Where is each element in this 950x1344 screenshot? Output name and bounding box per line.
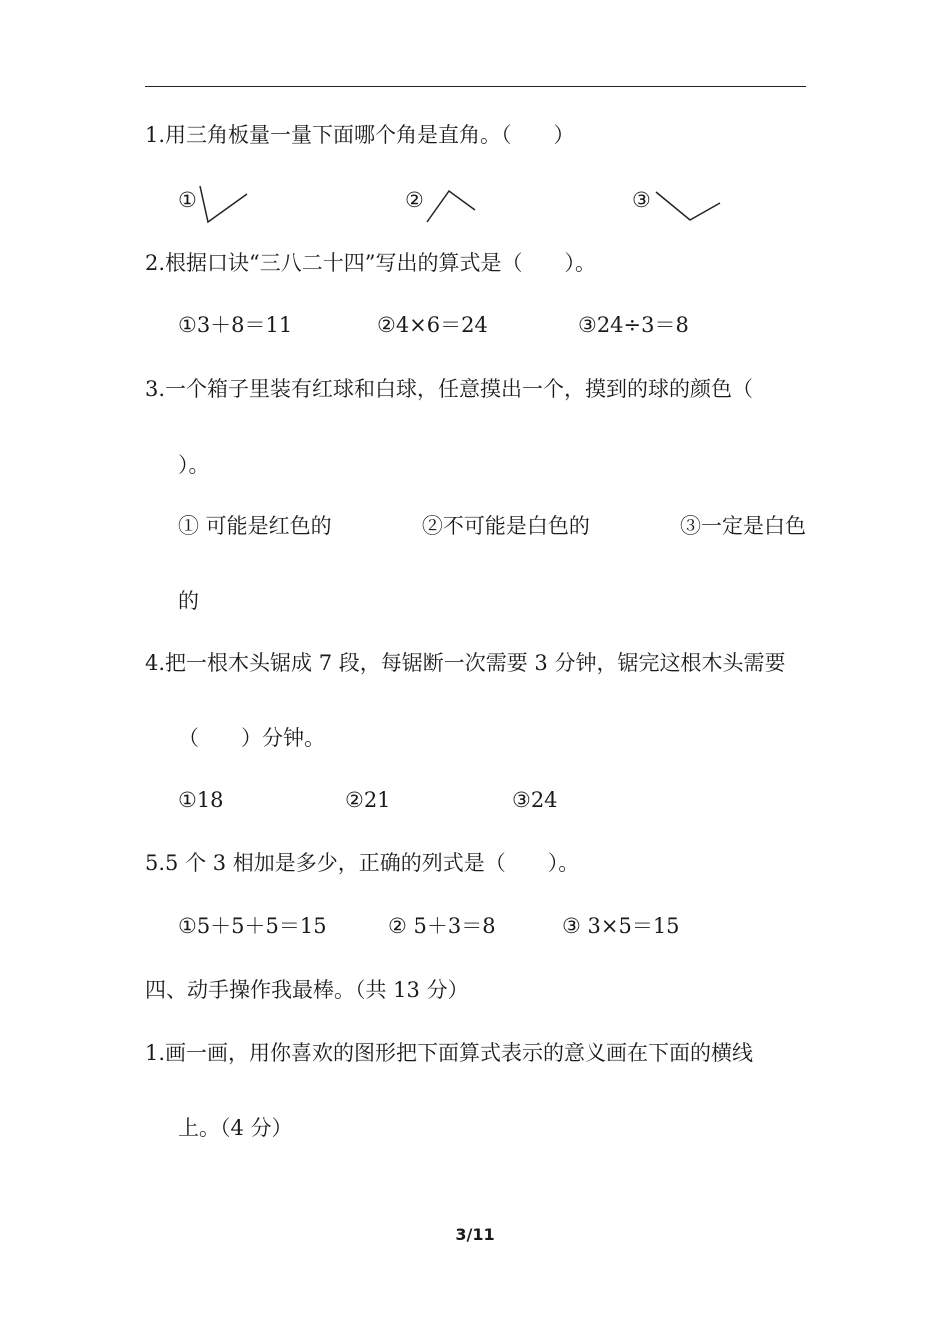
angle-option-1-label: ① bbox=[178, 188, 197, 212]
q3-text-line2: ）。 bbox=[178, 453, 210, 477]
q5-option-3: ③ 3×5＝15 bbox=[562, 914, 680, 938]
section4-q1-line2: 上。（4 分） bbox=[178, 1116, 293, 1140]
q1-text: 1.用三角板量一量下面哪个角是直角。（ ） bbox=[145, 123, 575, 147]
q4-option-1: ①18 bbox=[178, 788, 224, 812]
q3-option-1: ① 可能是红色的 bbox=[178, 514, 332, 538]
q3-option-3: ③一定是白色 bbox=[680, 514, 806, 538]
q5-option-2: ② 5＋3＝8 bbox=[388, 914, 496, 938]
angle-option-2 bbox=[405, 180, 480, 225]
q2-option-2: ②4×6＝24 bbox=[377, 313, 488, 337]
q2-option-1: ①3＋8＝11 bbox=[178, 313, 293, 337]
q2-option-3: ③24÷3＝8 bbox=[578, 313, 689, 337]
angle-option-3-label: ③ bbox=[632, 188, 651, 212]
angle-3-figure bbox=[632, 180, 727, 225]
q5-option-1: ①5＋5＋5＝15 bbox=[178, 914, 327, 938]
q4-option-2: ②21 bbox=[345, 788, 391, 812]
angle-1-figure bbox=[178, 180, 253, 225]
q2-text: 2.根据口诀“三八二十四”写出的算式是（ ）。 bbox=[145, 251, 597, 275]
angle-2-figure bbox=[405, 180, 480, 225]
angle-option-1 bbox=[178, 180, 253, 225]
q3-option-2: ②不可能是白色的 bbox=[421, 514, 590, 538]
section4-q1-line1: 1.画一画，用你喜欢的图形把下面算式表示的意义画在下面的横线 bbox=[145, 1041, 754, 1065]
page-number: 3/11 bbox=[455, 1225, 495, 1244]
q3-options-row bbox=[178, 512, 806, 540]
q4-text-line1: 4.把一根木头锯成 7 段，每锯断一次需要 3 分钟，锯完这根木头需要 bbox=[145, 651, 786, 675]
header-rule bbox=[145, 86, 806, 87]
q5-text: 5.5 个 3 相加是多少，正确的列式是（ ）。 bbox=[145, 851, 580, 875]
q3-option-3-cont: 的 bbox=[178, 589, 199, 613]
angle-option-2-label: ② bbox=[405, 188, 424, 212]
section4-heading: 四、动手操作我最棒。（共 13 分） bbox=[145, 978, 469, 1002]
angle-option-3 bbox=[632, 180, 727, 225]
q3-text-line1: 3.一个箱子里装有红球和白球，任意摸出一个，摸到的球的颜色（ bbox=[145, 377, 754, 401]
q4-text-line2: （ ）分钟。 bbox=[178, 726, 325, 750]
q4-option-3: ③24 bbox=[512, 788, 558, 812]
